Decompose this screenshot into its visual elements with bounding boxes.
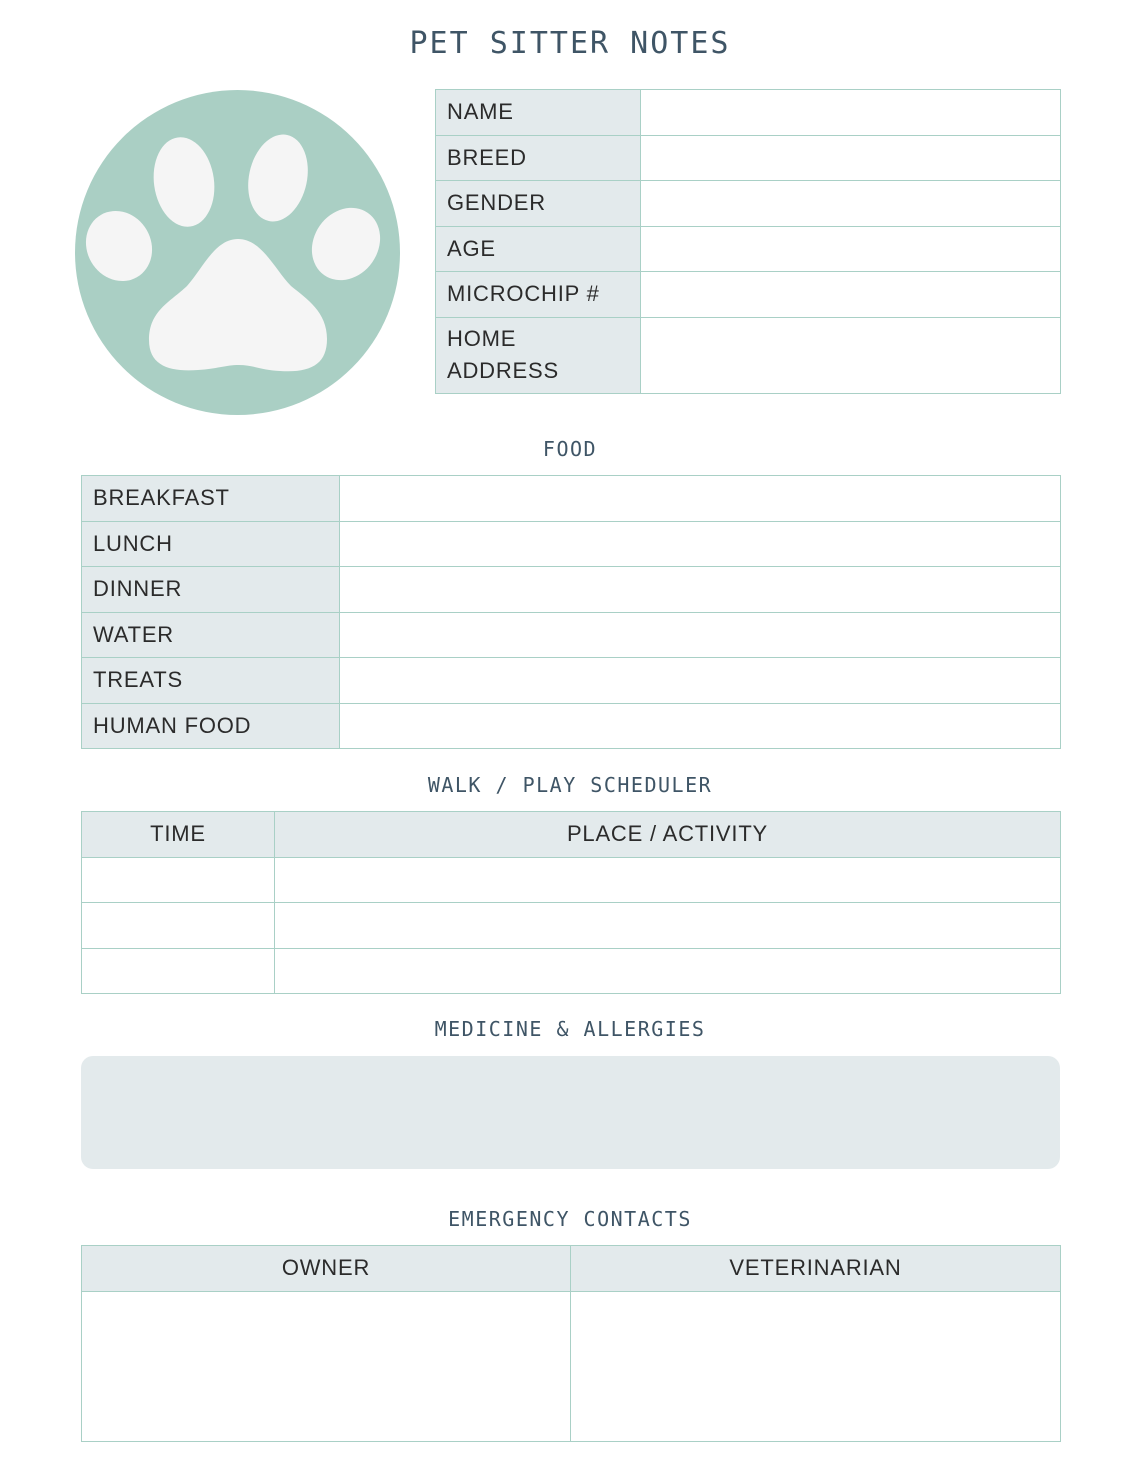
place-activity-column-header: PLACE / ACTIVITY — [275, 812, 1061, 858]
food-row — [82, 703, 1061, 749]
walk-schedule-table — [81, 811, 1061, 994]
paw-print-icon — [75, 90, 400, 415]
age-field[interactable] — [641, 226, 1061, 272]
medicine-allergies-field[interactable] — [81, 1056, 1060, 1169]
time-field[interactable] — [82, 948, 275, 994]
food-label: DINNER — [82, 567, 340, 613]
medicine-section-title: MEDICINE & ALLERGIES — [434, 1017, 706, 1041]
microchip-field[interactable] — [641, 272, 1061, 318]
place-activity-field[interactable] — [275, 857, 1061, 903]
pet-info-row-microchip — [436, 272, 1061, 318]
walk-row — [82, 948, 1061, 994]
pet-info-label: MICROCHIP # — [436, 272, 641, 318]
pet-info-label: BREED — [436, 135, 641, 181]
place-activity-field[interactable] — [275, 948, 1061, 994]
dinner-field[interactable] — [340, 567, 1061, 613]
emergency-header-row — [82, 1246, 1061, 1292]
veterinarian-contact-field[interactable] — [571, 1291, 1061, 1441]
water-field[interactable] — [340, 612, 1061, 658]
veterinarian-column-header: VETERINARIAN — [571, 1246, 1061, 1292]
pet-info-label: NAME — [436, 90, 641, 136]
pet-info-row-gender — [436, 181, 1061, 227]
home-address-field[interactable] — [641, 317, 1061, 393]
walk-row — [82, 857, 1061, 903]
walk-section-title: WALK / PLAY SCHEDULER — [427, 773, 713, 797]
pet-info-table — [435, 89, 1061, 394]
pet-info-row-age — [436, 226, 1061, 272]
food-label: WATER — [82, 612, 340, 658]
food-label: HUMAN FOOD — [82, 703, 340, 749]
pet-info-row-name — [436, 90, 1061, 136]
place-activity-field[interactable] — [275, 903, 1061, 949]
pet-info-row-address — [436, 317, 1061, 393]
human-food-field[interactable] — [340, 703, 1061, 749]
food-label: LUNCH — [82, 521, 340, 567]
pet-info-label: HOME ADDRESS — [436, 317, 641, 393]
gender-field[interactable] — [641, 181, 1061, 227]
pet-info-label: GENDER — [436, 181, 641, 227]
emergency-contacts-table — [81, 1245, 1061, 1442]
pet-info-row-breed — [436, 135, 1061, 181]
food-row — [82, 612, 1061, 658]
breed-field[interactable] — [641, 135, 1061, 181]
food-section-title: FOOD — [542, 437, 598, 461]
treats-field[interactable] — [340, 658, 1061, 704]
owner-contact-field[interactable] — [82, 1291, 571, 1441]
pet-info-label: AGE — [436, 226, 641, 272]
time-field[interactable] — [82, 857, 275, 903]
food-table — [81, 475, 1061, 749]
walk-row — [82, 903, 1061, 949]
food-label: BREAKFAST — [82, 476, 340, 522]
time-column-header: TIME — [82, 812, 275, 858]
page-title: PET SITTER NOTES — [409, 26, 731, 61]
emergency-row — [82, 1291, 1061, 1441]
food-row — [82, 658, 1061, 704]
emergency-section-title: EMERGENCY CONTACTS — [448, 1207, 692, 1231]
food-label: TREATS — [82, 658, 340, 704]
walk-header-row — [82, 812, 1061, 858]
food-row — [82, 476, 1061, 522]
time-field[interactable] — [82, 903, 275, 949]
name-field[interactable] — [641, 90, 1061, 136]
owner-column-header: OWNER — [82, 1246, 571, 1292]
lunch-field[interactable] — [340, 521, 1061, 567]
food-row — [82, 521, 1061, 567]
food-row — [82, 567, 1061, 613]
paw-print-svg — [75, 90, 400, 415]
breakfast-field[interactable] — [340, 476, 1061, 522]
